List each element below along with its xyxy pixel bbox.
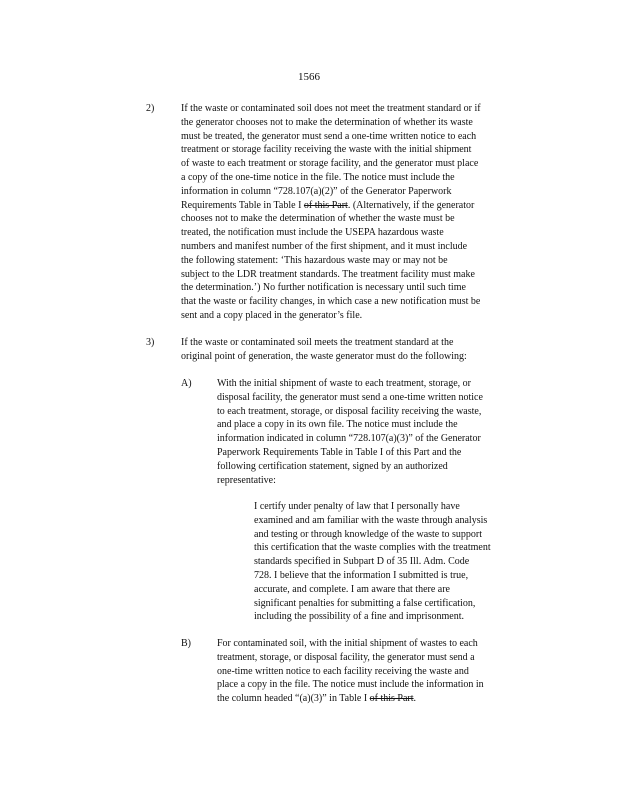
- text-line: the following statement: ‘This hazardous waste may or may not be: [181, 254, 448, 266]
- text-line: of waste to each treatment or storage facility, and the generator must place: [181, 158, 479, 170]
- text-line: subject to the LDR treatment standards. The treatment facility must make: [181, 268, 475, 280]
- text-line: a copy of the one-time notice in the file. The notice must include the: [181, 171, 455, 183]
- text-line: one-time written notice to each facility receiving the waste and: [217, 665, 469, 677]
- text-line: including the possibility of a fine and imprisonment.: [254, 611, 464, 623]
- page-number: 1566: [298, 71, 320, 83]
- text-line: I certify under penalty of law that I personally have: [254, 501, 460, 512]
- text-line: treatment or storage facility receiving the waste with the initial shipment: [181, 144, 472, 156]
- text-line: the generator chooses not to make the determination of whether its waste: [181, 116, 473, 128]
- text-line: sent and a copy placed in the generator’s file.: [181, 309, 363, 321]
- text-line: place a copy in the file. The notice must include the information in: [217, 679, 484, 691]
- text-line: Paperwork Requirements Table in Table I of this Part and the: [217, 446, 462, 458]
- paragraph-label: 3): [146, 337, 155, 348]
- text-line: accurate, and complete. I am aware that there are: [254, 583, 450, 595]
- text-line: and testing or through knowledge of the waste to support: [254, 528, 483, 540]
- text-line: examined and am familiar with the waste through analysis: [254, 514, 488, 526]
- text-line: treatment, storage, or disposal facility, the generator must send a: [217, 651, 475, 663]
- text-line: For contaminated soil, with the initial shipment of wastes to each: [217, 638, 478, 649]
- text-line: numbers and manifest number of the first shipment, and it must include: [181, 240, 468, 252]
- certification-statement: [254, 500, 491, 624]
- text-line: must be treated, the generator must send a one-time written notice to each: [181, 130, 477, 142]
- subparagraph-label: A): [181, 378, 192, 389]
- text-line: [181, 199, 481, 213]
- text-line: following certification statement, signed by an authorized: [217, 460, 448, 472]
- text-line: With the initial shipment of waste to each treatment, storage, or: [217, 378, 471, 389]
- text-line: disposal facility, the generator must send a one-time written notice: [217, 391, 483, 403]
- text-line: to each treatment, storage, or disposal facility receiving the waste,: [217, 405, 482, 417]
- struck-text: of this Part: [303, 199, 348, 211]
- text-run: Requirements Table in Table I: [181, 199, 302, 211]
- text-line: chooses not to make the determination of whether the waste must be: [181, 213, 455, 225]
- text-run: the column headed “(a)(3)” in Table I: [217, 693, 368, 705]
- subparagraph-label: B): [181, 638, 191, 649]
- text-run: .: [413, 693, 417, 705]
- text-line: this certification that the waste complies with the treatment: [254, 542, 491, 554]
- text-line: significant penalties for submitting a false certification,: [254, 597, 476, 609]
- text-line: [217, 692, 484, 706]
- text-line: If the waste or contaminated soil does not meet the treatment standard or if: [181, 103, 481, 114]
- text-line: and place a copy in its own file. The notice must include the: [217, 419, 458, 431]
- text-line: 728. I believe that the information I submitted is true,: [254, 569, 469, 581]
- text-line: treated, the notification must include the USEPA hazardous waste: [181, 227, 444, 239]
- text-line: If the waste or contaminated soil meets the treatment standard at the: [181, 337, 454, 348]
- text-line: standards specified in Subpart D of 35 Ill. Adm. Code: [254, 556, 470, 568]
- text-line: information indicated in column “728.107(a)(3)” of the Generator: [217, 433, 481, 445]
- text-line: the determination.’) No further notification is necessary until such time: [181, 282, 466, 294]
- text-line: original point of generation, the waste generator must do the following:: [181, 350, 467, 362]
- text-run: . (Alternatively, if the generator: [347, 199, 475, 211]
- text-line: information in column “728.107(a)(2)” of the Generator Paperwork: [181, 185, 452, 197]
- struck-text: of this Part: [369, 693, 414, 705]
- paragraph-label: 2): [146, 103, 155, 114]
- text-line: that the waste or facility changes, in which case a new notification must be: [181, 296, 481, 308]
- text-line: representative:: [217, 474, 276, 486]
